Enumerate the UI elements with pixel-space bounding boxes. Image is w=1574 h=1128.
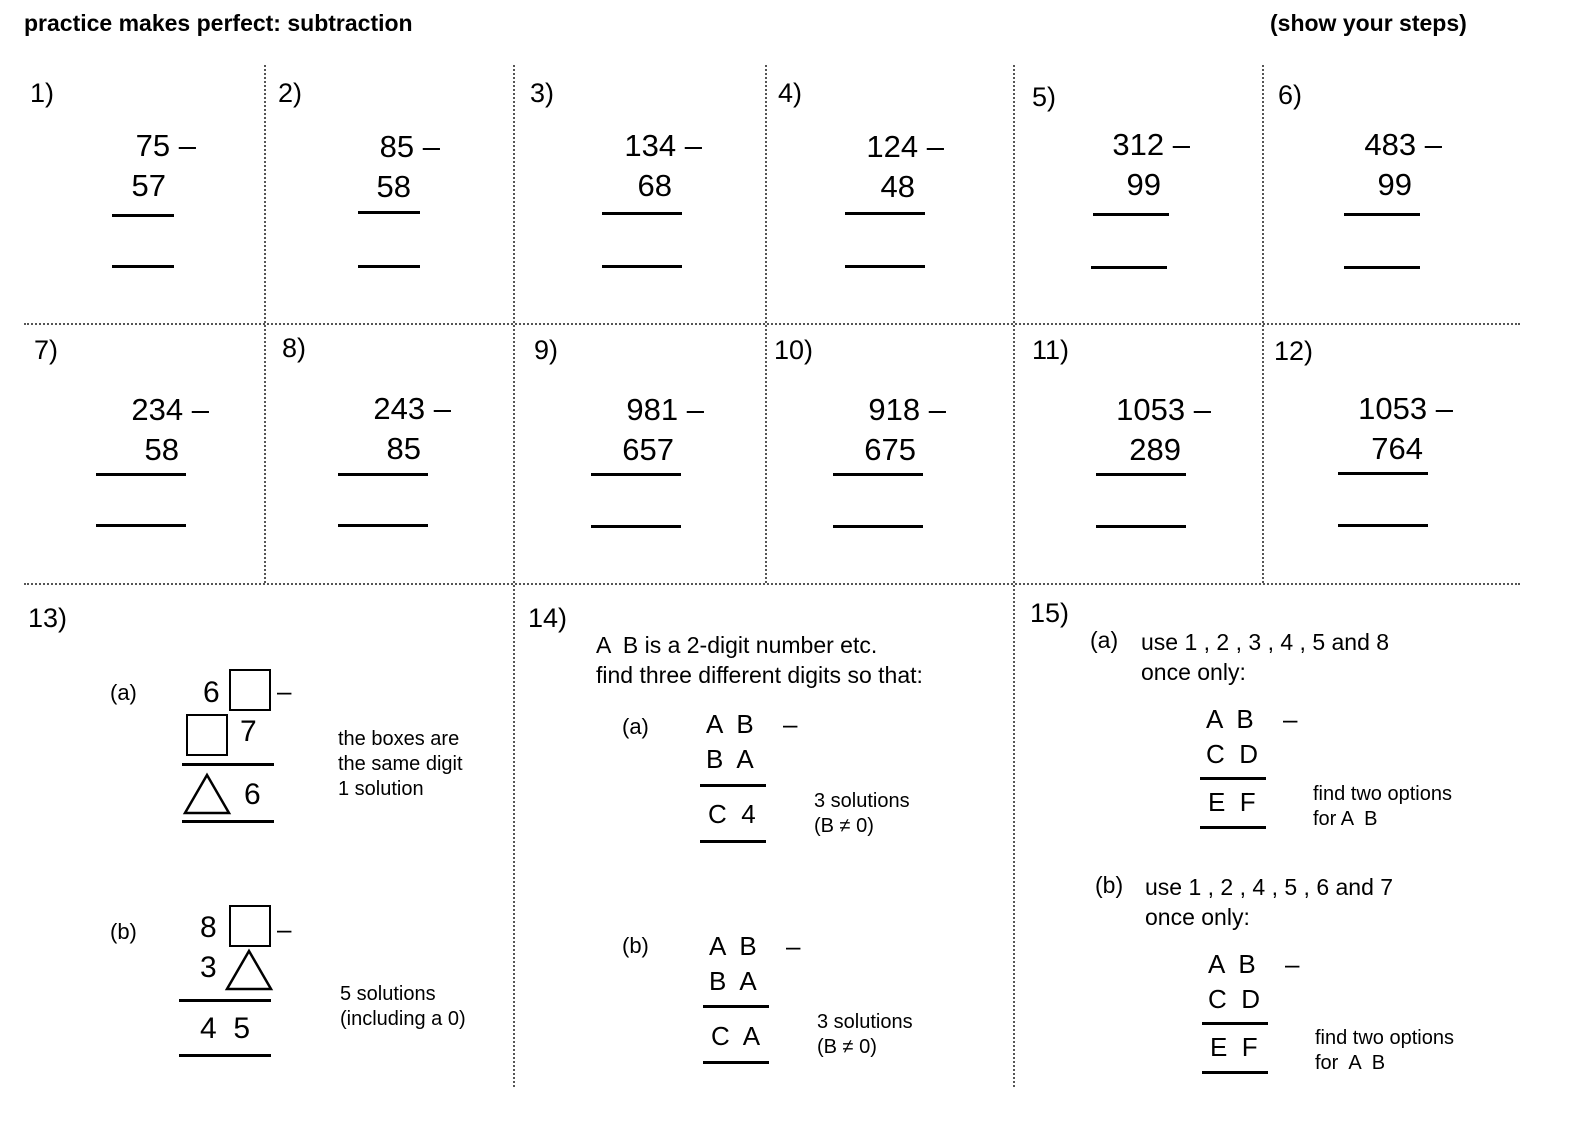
problem-number: 10) bbox=[774, 335, 814, 365]
page-title: practice makes perfect: subtraction bbox=[24, 10, 413, 36]
subtraction-rule bbox=[833, 473, 923, 476]
minuend: 234 – bbox=[131, 392, 209, 427]
subtrahend: 675 bbox=[864, 432, 916, 467]
problem-number: 8) bbox=[282, 333, 307, 363]
note: the boxes are the same digit 1 solution bbox=[338, 728, 463, 800]
triangle-icon[interactable] bbox=[182, 772, 232, 816]
answer-rule bbox=[179, 1054, 271, 1057]
minuend: 483 – bbox=[1364, 127, 1442, 162]
minuend: 134 – bbox=[624, 128, 702, 163]
answer-rule bbox=[703, 1061, 769, 1064]
subtraction-rule bbox=[1344, 213, 1420, 216]
minuend: 918 – bbox=[868, 392, 946, 427]
result: C A bbox=[711, 1021, 761, 1051]
answer-rule bbox=[700, 840, 766, 843]
minuend: 312 – bbox=[1112, 127, 1190, 162]
answer-line[interactable] bbox=[1338, 524, 1428, 527]
subtraction-rule bbox=[1093, 213, 1169, 216]
minus-sign: – bbox=[277, 676, 292, 706]
answer-line[interactable] bbox=[845, 265, 925, 268]
instruction-text: use 1 , 2 , 4 , 5 , 6 and 7 once only: bbox=[1145, 874, 1394, 930]
result: 4 5 bbox=[200, 1012, 251, 1045]
note: 5 solutions (including a 0) bbox=[340, 983, 466, 1030]
subtraction-rule bbox=[338, 473, 428, 476]
note: 3 solutions (B ≠ 0) bbox=[814, 790, 910, 837]
note: find two options for A B bbox=[1313, 783, 1452, 830]
subtraction-rule bbox=[112, 214, 174, 217]
part-label: (a) bbox=[1090, 627, 1119, 653]
answer-line[interactable] bbox=[1344, 266, 1420, 269]
instruction-text: use 1 , 2 , 3 , 4 , 5 and 8 once only: bbox=[1141, 629, 1390, 685]
answer-rule bbox=[1200, 826, 1266, 829]
note: find two options for A B bbox=[1315, 1027, 1454, 1074]
subtraction-rule bbox=[1202, 1022, 1268, 1025]
minuend: 1053 – bbox=[1116, 392, 1211, 427]
result: C 4 bbox=[708, 799, 756, 829]
part-label: (b) bbox=[1095, 872, 1124, 898]
problem-number: 5) bbox=[1032, 82, 1057, 112]
minuend: 1053 – bbox=[1358, 391, 1453, 426]
minus-sign: – bbox=[786, 931, 801, 961]
subtraction-rule bbox=[96, 473, 186, 476]
minus-sign: – bbox=[277, 914, 292, 944]
bottom-digit: 3 bbox=[200, 951, 217, 984]
problem-number: 15) bbox=[1030, 598, 1070, 628]
top-digit: 6 bbox=[203, 676, 220, 709]
minuend: 85 – bbox=[379, 129, 440, 164]
subtraction-rule bbox=[700, 784, 766, 787]
subtrahend: 657 bbox=[622, 432, 674, 467]
line-2: C D bbox=[1206, 739, 1258, 769]
answer-line[interactable] bbox=[1096, 525, 1186, 528]
subtraction-rule bbox=[358, 211, 420, 214]
subtraction-rule bbox=[591, 473, 681, 476]
divider-v2 bbox=[513, 65, 515, 1087]
divider-h1 bbox=[24, 323, 1520, 325]
answer-line[interactable] bbox=[358, 265, 420, 268]
answer-rule bbox=[182, 820, 274, 823]
subtrahend: 764 bbox=[1371, 431, 1423, 466]
answer-line[interactable] bbox=[96, 524, 186, 527]
answer-line[interactable] bbox=[591, 525, 681, 528]
digit-box[interactable] bbox=[229, 905, 271, 947]
subtrahend: 48 bbox=[880, 169, 915, 204]
subtrahend: 289 bbox=[1129, 432, 1181, 467]
problem-number: 7) bbox=[34, 335, 59, 365]
answer-line[interactable] bbox=[833, 525, 923, 528]
subtrahend: 57 bbox=[131, 168, 166, 203]
digit-box[interactable] bbox=[229, 669, 271, 711]
instruction-subtitle: (show your steps) bbox=[1270, 10, 1467, 36]
answer-line[interactable] bbox=[1091, 266, 1167, 269]
part-label: (a) bbox=[110, 680, 137, 705]
subtrahend: 58 bbox=[144, 432, 179, 467]
divider-v4 bbox=[1013, 65, 1015, 1087]
problem-number: 6) bbox=[1278, 80, 1303, 110]
line-1: A B bbox=[1208, 949, 1256, 979]
top-digit: 8 bbox=[200, 911, 217, 944]
problem-number: 9) bbox=[534, 335, 559, 365]
subtraction-rule bbox=[703, 1005, 769, 1008]
result-digit: 6 bbox=[244, 778, 261, 811]
subtraction-rule bbox=[1200, 777, 1266, 780]
triangle-icon[interactable] bbox=[224, 948, 274, 992]
subtraction-rule bbox=[602, 212, 682, 215]
answer-line[interactable] bbox=[602, 265, 682, 268]
line-2: B A bbox=[709, 966, 757, 996]
subtrahend: 85 bbox=[386, 431, 421, 466]
part-label: (b) bbox=[622, 933, 649, 958]
problem-number: 11) bbox=[1032, 335, 1070, 365]
problem-number: 2) bbox=[278, 78, 303, 108]
minus-sign: – bbox=[783, 709, 798, 739]
answer-line[interactable] bbox=[112, 265, 174, 268]
answer-rule bbox=[1202, 1071, 1268, 1074]
problem-number: 12) bbox=[1274, 336, 1314, 366]
part-label: (a) bbox=[622, 714, 649, 739]
line-2: B A bbox=[706, 744, 754, 774]
bottom-digit: 7 bbox=[240, 715, 257, 748]
minus-sign: – bbox=[1283, 704, 1298, 734]
problem-number: 1) bbox=[30, 78, 55, 108]
part-label: (b) bbox=[110, 919, 137, 944]
result: E F bbox=[1210, 1032, 1258, 1062]
line-1: A B bbox=[709, 931, 757, 961]
note: 3 solutions (B ≠ 0) bbox=[817, 1011, 913, 1058]
digit-box[interactable] bbox=[186, 714, 228, 756]
subtrahend: 58 bbox=[376, 169, 411, 204]
line-1: A B bbox=[1206, 704, 1254, 734]
subtraction-rule bbox=[845, 212, 925, 215]
subtraction-rule bbox=[1338, 472, 1428, 475]
minuend: 75 – bbox=[135, 128, 196, 163]
subtraction-rule bbox=[182, 763, 274, 766]
intro-text: A B is a 2-digit number etc. find three different digits so that: bbox=[596, 632, 923, 688]
minuend: 124 – bbox=[866, 129, 944, 164]
problem-number: 14) bbox=[528, 603, 568, 633]
subtraction-rule bbox=[1096, 473, 1186, 476]
minuend: 243 – bbox=[373, 391, 451, 426]
line-2: C D bbox=[1208, 984, 1260, 1014]
problem-number: 13) bbox=[28, 603, 68, 633]
subtrahend: 99 bbox=[1377, 167, 1412, 202]
subtrahend: 99 bbox=[1126, 167, 1161, 202]
line-1: A B bbox=[706, 709, 754, 739]
subtraction-rule bbox=[179, 999, 271, 1002]
subtrahend: 68 bbox=[637, 168, 672, 203]
minuend: 981 – bbox=[626, 392, 704, 427]
problem-number: 3) bbox=[530, 78, 555, 108]
problem-number: 4) bbox=[778, 78, 803, 108]
result: E F bbox=[1208, 787, 1256, 817]
answer-line[interactable] bbox=[338, 524, 428, 527]
divider-h2 bbox=[24, 583, 1520, 585]
minus-sign: – bbox=[1285, 949, 1300, 979]
